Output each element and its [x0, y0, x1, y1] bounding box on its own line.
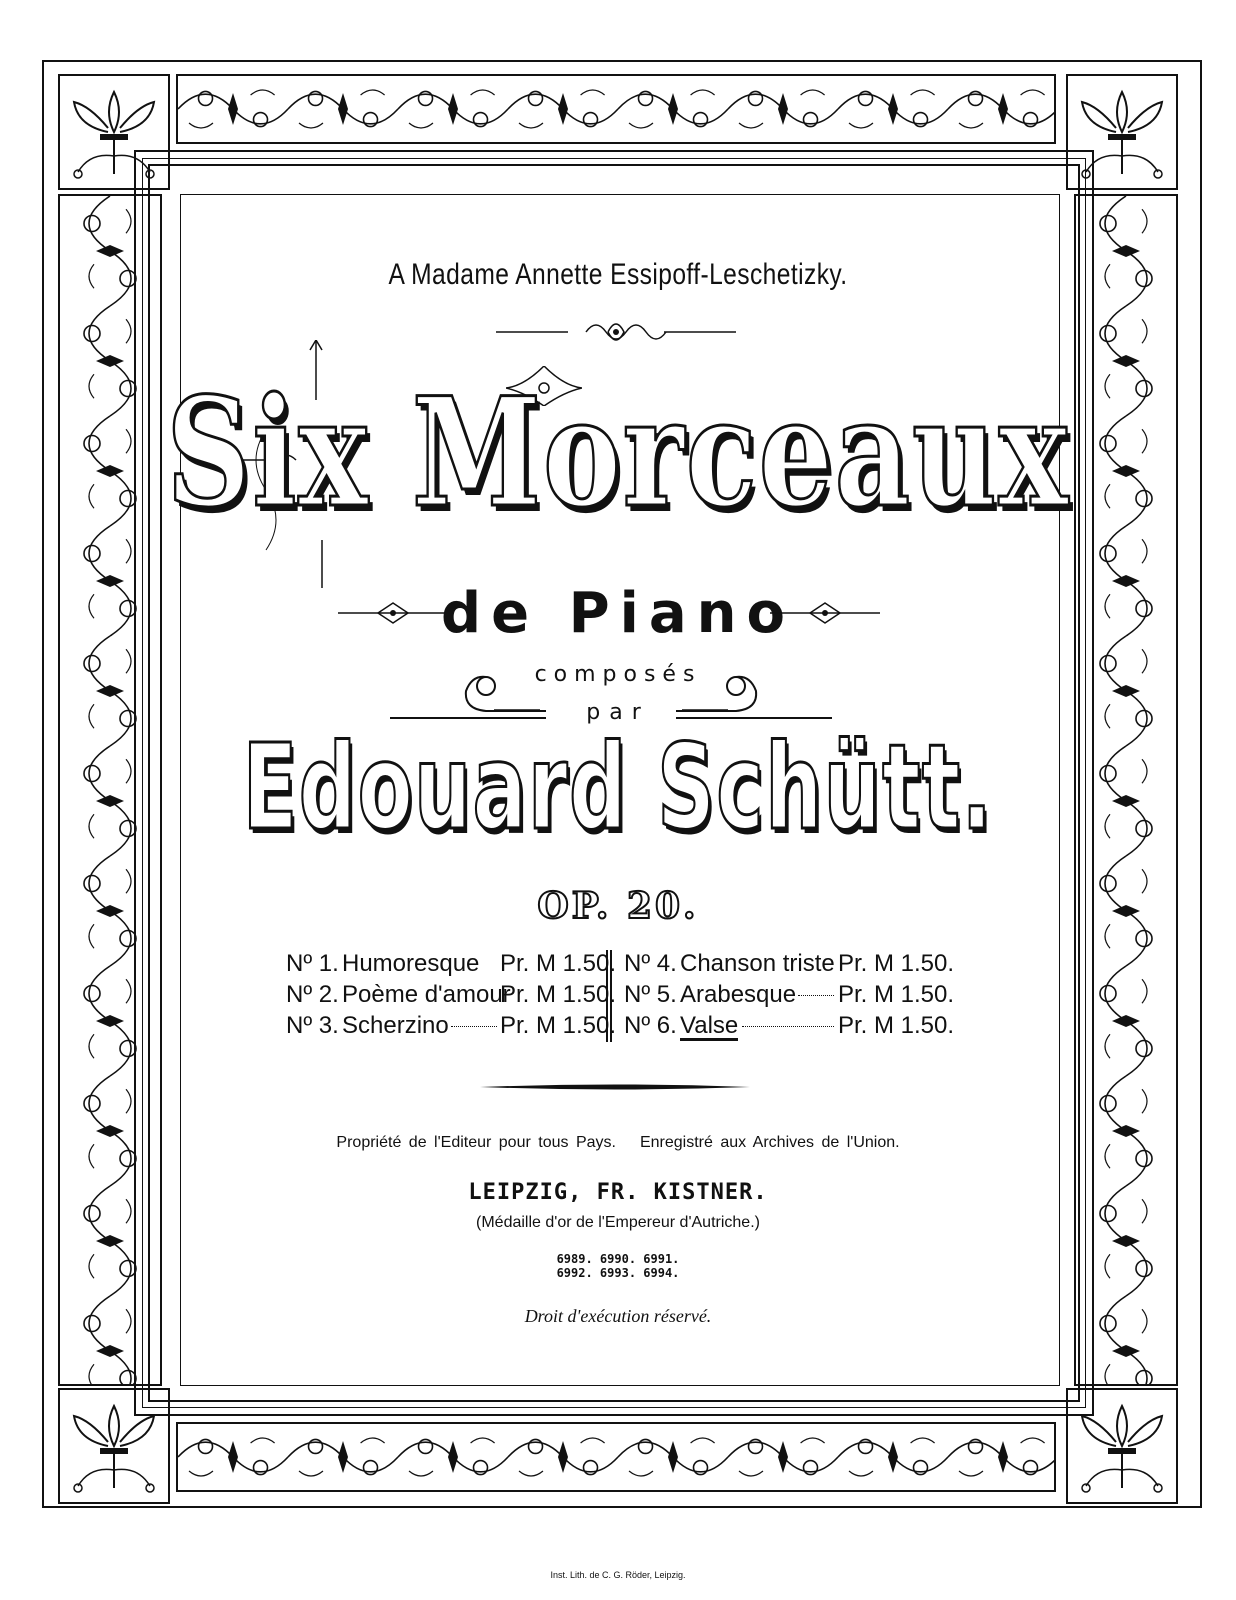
- work-price: Pr. M 1.50.: [837, 981, 954, 1008]
- performance-rights: Droit d'exécution réservé.: [524, 1306, 712, 1326]
- property-notice: Propriété de l'Editeur pour tous Pays.: [336, 1134, 616, 1151]
- work-title: Humoresque: [342, 950, 480, 977]
- main-title: Six Morceaux: [166, 365, 1070, 541]
- flourish-divider-top: [496, 314, 736, 350]
- subtitle-flourish-right: [770, 598, 880, 628]
- opus-number: OP. 20.: [537, 885, 699, 927]
- dedication: A Madame Annette Essipoff-Leschetizky.: [388, 258, 848, 291]
- work-entry: [286, 1010, 616, 1041]
- copyright-notice: [0, 1134, 1236, 1152]
- composer-name: Edouard Schütt.: [242, 718, 994, 856]
- publisher-medal-note: (Médaille d'or de l'Empereur d'Autriche.): [476, 1214, 760, 1231]
- work-number: Nº 3.: [286, 1012, 339, 1039]
- work-entry: [624, 948, 954, 979]
- work-entry: [624, 1010, 954, 1041]
- work-title: Scherzino: [342, 1012, 449, 1039]
- work-number: Nº 4.: [624, 950, 677, 977]
- work-entry: [286, 979, 616, 1010]
- work-title: Arabesque: [680, 981, 797, 1008]
- work-number: Nº 5.: [624, 981, 677, 1008]
- publisher: LEIPZIG, FR. KISTNER.: [468, 1180, 768, 1205]
- printer-credit: Inst. Lith. de C. G. Röder, Leipzig.: [550, 1570, 686, 1580]
- work-entry: [624, 979, 954, 1010]
- work-number: Nº 1.: [286, 950, 339, 977]
- work-number: Nº 6.: [624, 1012, 677, 1039]
- plate-numbers-line: 6989. 6990. 6991.: [556, 1252, 680, 1266]
- work-title: Valse: [680, 1012, 739, 1039]
- top-ornament-band: [176, 74, 1056, 144]
- registration-notice: Enregistré aux Archives de l'Union.: [639, 1134, 900, 1151]
- work-number: Nº 2.: [286, 981, 339, 1008]
- work-price: Pr. M 1.50.: [837, 950, 954, 977]
- divider-rule: [480, 1080, 750, 1094]
- work-price: Pr. M 1.50.: [837, 1012, 954, 1039]
- work-price: Pr. M 1.50.: [499, 950, 616, 977]
- bottom-ornament-band: [176, 1422, 1056, 1492]
- work-price: Pr. M 1.50.: [499, 981, 616, 1008]
- composed-label: composés: [534, 662, 702, 687]
- work-title: Poème d'amour: [342, 981, 511, 1008]
- work-price: Pr. M 1.50.: [499, 1012, 616, 1039]
- scroll-flourish-right: [676, 664, 832, 726]
- works-column-left: [286, 948, 616, 1041]
- works-column-right: [624, 948, 954, 1041]
- plate-numbers-line: 6992. 6993. 6994.: [556, 1266, 680, 1280]
- works-list: [286, 948, 966, 1058]
- by-label: par: [586, 700, 650, 725]
- work-title: Chanson triste: [680, 950, 835, 977]
- plate-numbers: [0, 1252, 1236, 1280]
- column-divider: [606, 950, 612, 1042]
- work-entry: [286, 948, 616, 979]
- subtitle: de Piano: [441, 581, 795, 646]
